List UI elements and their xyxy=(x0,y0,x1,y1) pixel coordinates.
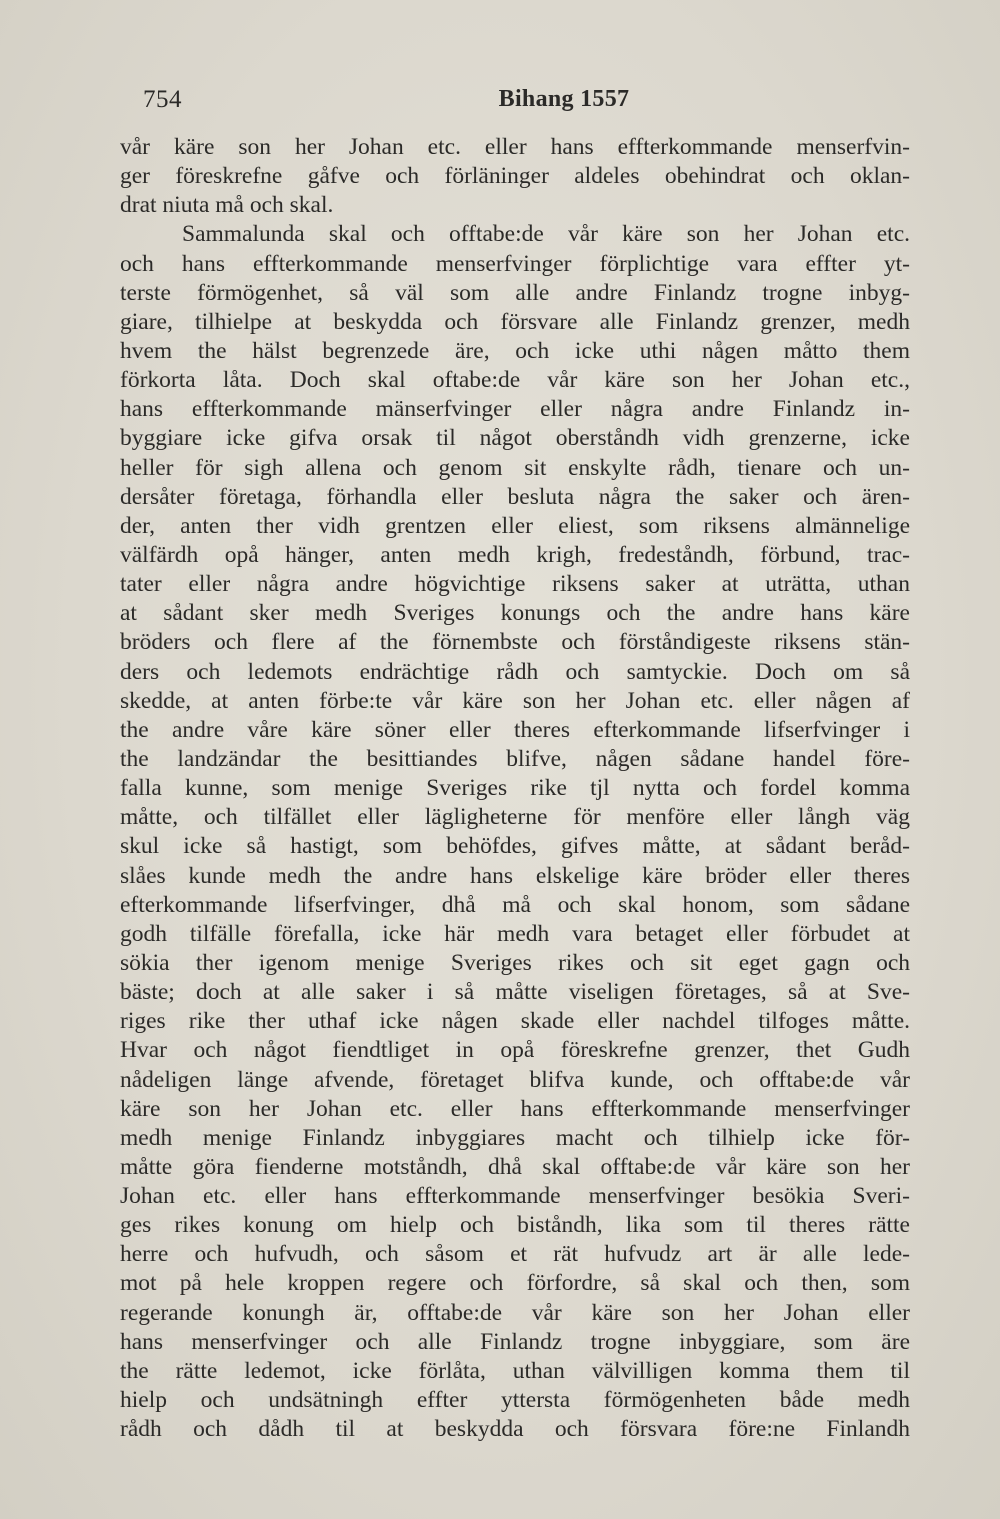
text-line: godh tilfälle förefalla, icke här medh vara betaget eller förbudet at xyxy=(120,920,910,947)
page-header xyxy=(143,86,915,118)
body-text xyxy=(120,133,910,1444)
text-line: hvem the hälst begrenzede äre, och icke uthi någen måtto them xyxy=(120,337,910,364)
text-line: sökia ther igenom menige Sveriges rikes och sit eget gagn och xyxy=(120,949,910,976)
text-line: Johan etc. eller hans effterkommande menserfvinger besökia Sveri- xyxy=(120,1183,910,1210)
text-line: bäste; doch at alle saker i så måtte viseligen företages, så at Sve- xyxy=(120,979,910,1006)
text-line: Hvar och något fiendtliget in opå föreskrefne grenzer, thet Gudh xyxy=(120,1037,910,1064)
text-line: byggiare icke gifva orsak til något oberståndh vidh grenzerne, icke xyxy=(120,425,910,452)
text-line: och hans effterkommande menserfvinger förplichtige vara effter yt- xyxy=(120,250,910,277)
text-line: välfärdh opå hänger, anten medh krigh, fredeståndh, förbund, trac- xyxy=(120,541,910,568)
text-line: heller för sigh allena och genom sit enskylte rådh, tienare och un- xyxy=(120,454,910,481)
text-line: ger föreskrefne gåfve och förläninger aldeles obehindrat och oklan- xyxy=(120,163,910,190)
text-line: dersåter företaga, förhandla eller besluta några the saker och ären- xyxy=(120,483,910,510)
text-line: ders och ledemots endrächtige rådh och samtyckie. Doch om så xyxy=(120,658,910,685)
text-line: giare, tilhielpe at beskydda och försvare alle Finlandz grenzer, medh xyxy=(120,308,910,335)
text-line: hans effterkommande mänserfvinger eller några andre Finlandz in- xyxy=(120,396,910,423)
text-line: Sammalunda skal och offtabe:de vår käre son her Johan etc. xyxy=(182,221,910,248)
text-line: vår käre son her Johan etc. eller hans effterkommande menserfvin- xyxy=(120,134,910,160)
text-line: herre och hufvudh, och såsom et rät hufvudz art är alle lede- xyxy=(120,1241,910,1268)
text-line: at sådant sker medh Sveriges konungs och the andre hans käre xyxy=(120,600,910,627)
text-line: the rätte ledemot, icke förlåta, uthan välvilligen komma them til xyxy=(120,1357,910,1384)
text-line: måtte göra fienderne motståndh, dhå skal offtabe:de vår käre son her xyxy=(120,1153,910,1180)
text-line: the andre våre käre söner eller theres efterkommande lifserfvinger i xyxy=(120,716,910,743)
text-line: efterkommande lifserfvinger, dhå må och skal honom, som sådane xyxy=(120,891,910,918)
text-line: riges rike ther uthaf icke någen skade eller nachdel tilfoges måtte. xyxy=(120,1008,910,1035)
text-line: rådh och dådh til at beskydda och försvara före:ne Finlandh xyxy=(120,1416,910,1443)
text-line: bröders och flere af the förnembste och förståndigeste riksens stän- xyxy=(120,629,910,656)
text-line: medh menige Finlandz inbyggiares macht och tilhielp icke för- xyxy=(120,1124,910,1151)
text-line: käre son her Johan etc. eller hans effterkommande menserfvinger xyxy=(120,1095,910,1122)
page-number: 754 xyxy=(143,86,182,113)
text-line: förkorta låta. Doch skal oftabe:de vår käre son her Johan etc., xyxy=(120,367,910,394)
text-line: ges rikes konung om hielp och biståndh, lika som til theres rätte xyxy=(120,1212,910,1239)
text-line: tater eller några andre högvichtige riksens saker at uträtta, uthan xyxy=(120,571,910,598)
text-line: regerande konungh är, offtabe:de vår käre son her Johan eller xyxy=(120,1299,910,1326)
text-line: hans menserfvinger och alle Finlandz trogne inbyggiare, som äre xyxy=(120,1328,910,1355)
text-line: der, anten ther vidh grentzen eller eliest, som riksens almännelige xyxy=(120,512,910,539)
text-line: skedde, at anten förbe:te vår käre son her Johan etc. eller någen af xyxy=(120,687,910,714)
text-line: hielp och undsätningh effter yttersta förmögenheten både medh xyxy=(120,1387,910,1414)
text-line: slåes kunde medh the andre hans elskelige käre bröder eller theres xyxy=(120,862,910,889)
text-line: terste förmögenhet, så väl som alle andre Finlandz trogne inbyg- xyxy=(120,279,910,306)
text-line: falla kunne, som menige Sveriges rike tjl nytta och fordel komma xyxy=(120,775,910,802)
text-line: måtte, och tilfället eller lägligheterne för menföre eller långh väg xyxy=(120,804,910,831)
text-line: nådeligen länge afvende, företaget blifva kunde, och offtabe:de vår xyxy=(120,1066,910,1093)
text-line: mot på hele kroppen regere och förfordre, så skal och then, som xyxy=(120,1270,910,1297)
text-line: drat niuta må och skal. xyxy=(120,192,334,219)
running-head: Bihang 1557 xyxy=(498,86,630,112)
text-line: the landzändar the besittiandes blifve, någen sådane handel före- xyxy=(120,745,910,772)
text-line: skul icke så hastigt, som behöfdes, gifves måtte, at sådant beråd- xyxy=(120,833,910,860)
